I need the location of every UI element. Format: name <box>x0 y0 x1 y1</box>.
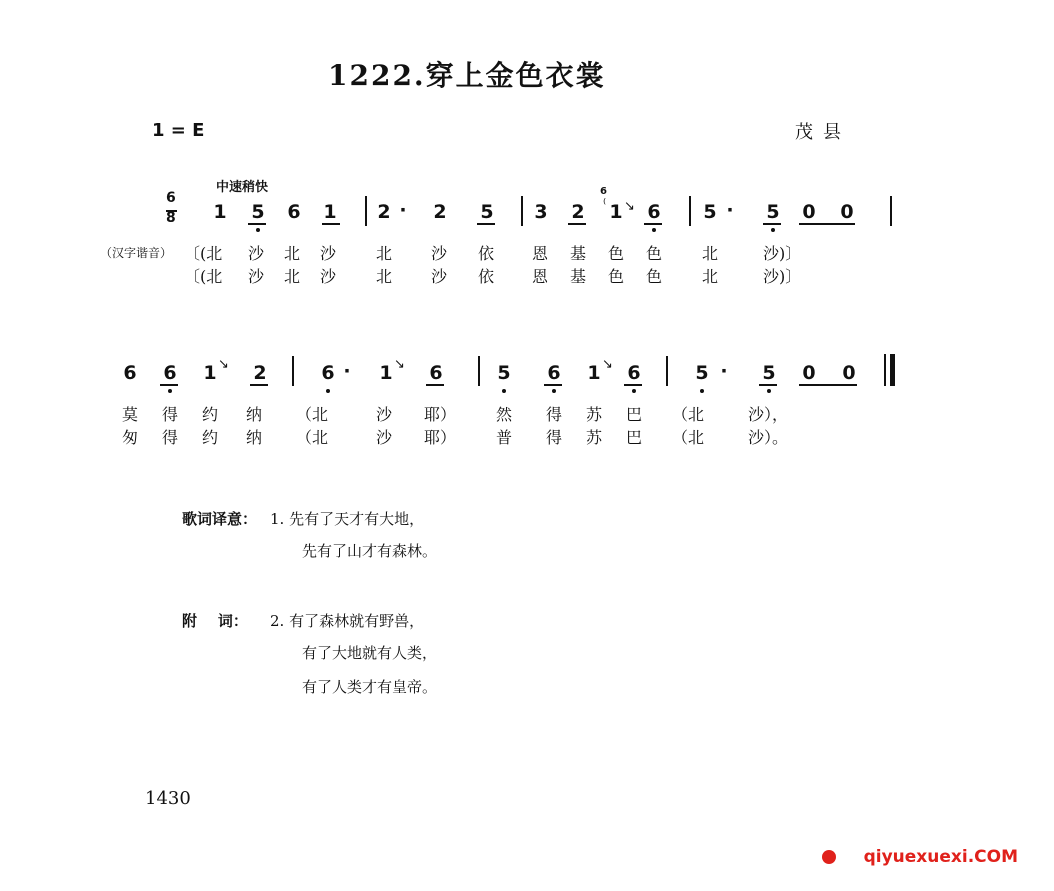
low-octave-dot <box>700 389 704 393</box>
dot-extension: · <box>343 360 351 382</box>
syllable: 沙 <box>431 244 448 263</box>
underline <box>544 384 562 386</box>
note: 0 <box>802 362 816 384</box>
note: 0 <box>802 201 816 223</box>
underline <box>248 223 266 225</box>
note: 2 <box>253 362 267 384</box>
region-label: 茂县 <box>795 122 851 143</box>
syllable: 沙 <box>320 244 337 263</box>
note: 1 <box>213 201 227 223</box>
syllable: 沙)〕 <box>763 267 802 286</box>
syllable: 恩 <box>532 267 549 286</box>
appendix-line: 有了人类才有皇帝。 <box>302 678 438 696</box>
bar-line <box>292 356 294 386</box>
underline <box>759 384 777 386</box>
note: 6 <box>627 362 641 384</box>
note: 3 <box>534 201 548 223</box>
syllable: 北 <box>284 244 301 263</box>
syllable: 耶） <box>424 405 457 424</box>
syllable: 色 <box>646 244 663 263</box>
syllable: （北 <box>296 405 329 424</box>
syllable: 沙 <box>376 405 393 424</box>
note: 6 <box>647 201 661 223</box>
syllable: 沙 <box>320 267 337 286</box>
underline <box>568 223 586 225</box>
syllable: 沙）。 <box>748 428 789 447</box>
dot-extension: · <box>399 199 407 221</box>
final-bar-thick <box>890 354 895 386</box>
note: 2 <box>433 201 447 223</box>
time-sig-bottom: 8 <box>166 210 176 226</box>
low-octave-dot <box>552 389 556 393</box>
syllable: 得 <box>546 428 563 447</box>
syllable: 纳 <box>246 405 263 424</box>
syllable: 苏 <box>586 428 603 447</box>
note: 5 <box>497 362 511 384</box>
bar-line <box>890 196 892 226</box>
syllable: 北 <box>702 244 719 263</box>
key-signature: 1 = E <box>152 120 205 141</box>
underline <box>799 223 855 225</box>
note: 5 <box>762 362 776 384</box>
low-octave-dot <box>256 228 260 232</box>
low-octave-dot <box>326 389 330 393</box>
note: 6 <box>321 362 335 384</box>
slur-mark: ⁽ <box>603 197 607 212</box>
note: 6 <box>287 201 301 223</box>
syllable: 纳 <box>246 428 263 447</box>
slur-mark: ↘ <box>624 199 635 214</box>
song-title: 1222.穿上金色衣裳 <box>328 59 606 92</box>
bar-line <box>478 356 480 386</box>
syllable: 〔(北 <box>184 244 223 263</box>
syllable: 色 <box>608 244 625 263</box>
syllable: 沙 <box>248 244 265 263</box>
syllable: 沙)〕 <box>763 244 802 263</box>
syllable: 依 <box>478 267 495 286</box>
syllable: （北 <box>672 428 705 447</box>
syllable: 得 <box>546 405 563 424</box>
syllable: 基 <box>570 244 587 263</box>
syllable: 得 <box>162 405 179 424</box>
appendix-label: 附 词： <box>182 612 248 630</box>
note: 5 <box>695 362 709 384</box>
syllable: 依 <box>478 244 495 263</box>
syllable: 北 <box>702 267 719 286</box>
syllable: 色 <box>646 267 663 286</box>
page-number: 1430 <box>145 788 191 809</box>
time-sig-top: 6 <box>166 190 176 206</box>
underline <box>624 384 642 386</box>
syllable: 沙）， <box>748 405 789 424</box>
syllable: （北 <box>672 405 705 424</box>
watermark-logo-icon <box>822 850 836 864</box>
note: 5 <box>480 201 494 223</box>
note: 5 <box>703 201 717 223</box>
syllable: 沙 <box>376 428 393 447</box>
bar-line <box>666 356 668 386</box>
underline <box>477 223 495 225</box>
note: 1 <box>323 201 337 223</box>
underline <box>644 223 662 225</box>
low-octave-dot <box>632 389 636 393</box>
note: 1 <box>609 201 623 223</box>
syllable: 沙 <box>248 267 265 286</box>
note: 5 <box>766 201 780 223</box>
underline <box>322 223 340 225</box>
syllable: 恩 <box>532 244 549 263</box>
note: 1 <box>587 362 601 384</box>
note: 6 <box>429 362 443 384</box>
underline <box>160 384 178 386</box>
translation-line: 先有了山才有森林。 <box>302 542 438 560</box>
syllable: 普 <box>496 428 513 447</box>
slur-mark: ↘ <box>602 357 613 372</box>
low-octave-dot <box>771 228 775 232</box>
note: 0 <box>840 201 854 223</box>
syllable: 然 <box>496 405 513 424</box>
syllable: 北 <box>376 244 393 263</box>
dot-extension: · <box>726 199 734 221</box>
note: 1 <box>379 362 393 384</box>
appendix-line: 有了大地就有人类， <box>302 644 438 662</box>
syllable: 〔(北 <box>184 267 223 286</box>
bar-line <box>689 196 691 226</box>
syllable: 苏 <box>586 405 603 424</box>
note: 2 <box>377 201 391 223</box>
translation-label: 歌词译意： <box>182 510 258 528</box>
underline <box>799 384 857 386</box>
underline <box>763 223 781 225</box>
syllable: （北 <box>296 428 329 447</box>
syllable: 北 <box>376 267 393 286</box>
slur-mark: ↘ <box>218 357 229 372</box>
dot-extension: · <box>720 360 728 382</box>
watermark: qiyuexuexi.COM <box>863 847 1018 867</box>
low-octave-dot <box>767 389 771 393</box>
syllable: 匆 <box>122 428 139 447</box>
note: 2 <box>571 201 585 223</box>
underline <box>426 384 444 386</box>
note: 6 <box>163 362 177 384</box>
phonetic-label: （汉字谐音） <box>100 246 173 260</box>
syllable: 基 <box>570 267 587 286</box>
syllable: 约 <box>202 405 219 424</box>
final-bar-thin <box>884 354 886 386</box>
note: 6 <box>547 362 561 384</box>
syllable: 巴 <box>626 428 643 447</box>
appendix-line: 2. 有了森林就有野兽， <box>270 612 425 630</box>
syllable: 耶） <box>424 428 457 447</box>
syllable: 色 <box>608 267 625 286</box>
low-octave-dot <box>168 389 172 393</box>
note: 6 <box>123 362 137 384</box>
slur-mark: ↘ <box>394 357 405 372</box>
note: 0 <box>842 362 856 384</box>
syllable: 北 <box>284 267 301 286</box>
bar-line <box>521 196 523 226</box>
low-octave-dot <box>652 228 656 232</box>
translation-line: 1. 先有了天才有大地， <box>270 510 425 528</box>
syllable: 巴 <box>626 405 643 424</box>
bar-line <box>365 196 367 226</box>
underline <box>250 384 268 386</box>
tempo-marking: 中速稍快 <box>216 180 269 195</box>
syllable: 约 <box>202 428 219 447</box>
grace-note: 6 <box>600 186 607 197</box>
syllable: 得 <box>162 428 179 447</box>
syllable: 沙 <box>431 267 448 286</box>
note: 1 <box>203 362 217 384</box>
low-octave-dot <box>502 389 506 393</box>
note: 5 <box>251 201 265 223</box>
syllable: 莫 <box>122 405 139 424</box>
